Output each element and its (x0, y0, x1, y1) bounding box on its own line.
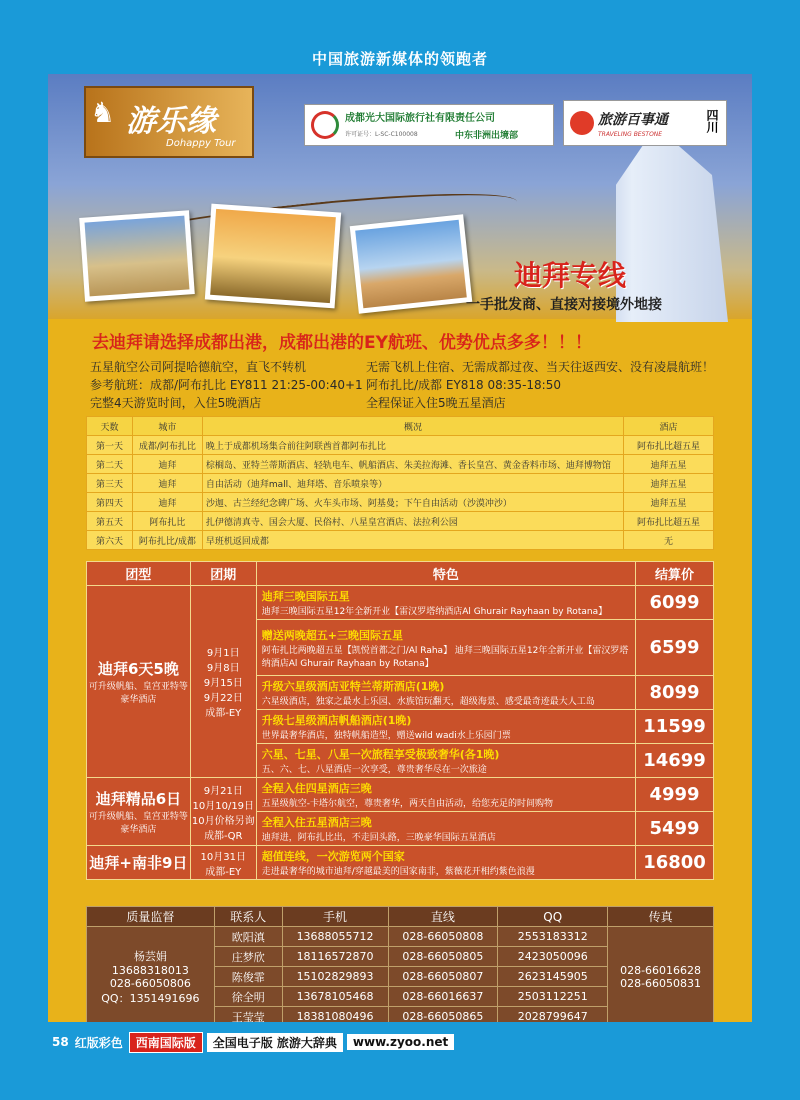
feature-cell (256, 778, 635, 812)
feature-title: 全程入住五星酒店三晚 (261, 816, 372, 829)
contact-header: 传真 (608, 907, 714, 927)
photo-pyramids (350, 214, 473, 313)
itinerary-header: 酒店 (624, 417, 714, 436)
pricing-table (86, 561, 714, 880)
contact-cell: 15102829893 (282, 967, 388, 987)
contact-cell: 2028799647 (498, 1007, 608, 1023)
feature-cell (256, 676, 635, 710)
feature-cell (256, 846, 635, 880)
fax-number: 028-66050831 (620, 976, 702, 990)
itinerary-cell: 阿布扎比/成都 (132, 531, 202, 550)
banner-title: 迪拜专线 (514, 259, 627, 292)
itinerary-table (86, 416, 714, 550)
feature-desc: 五、六、七、八星酒店一次享受，尊贵奢华尽在一次旅途 (261, 765, 487, 775)
feature-desc: 走进最奢华的城市迪拜/穿越最美的国家南非，紫薇花开相约紫色浪漫 (261, 867, 535, 877)
contact-cell: 庄梦欣 (214, 947, 282, 967)
itinerary-header: 城市 (132, 417, 202, 436)
price-value: 6599 (636, 620, 714, 676)
tour-date: 10月31日 (200, 851, 246, 863)
price-value: 4999 (636, 778, 714, 812)
agency-dept: 中东非洲出境部 (455, 131, 519, 141)
info-right-2: 阿布扎比/成都 EY818 08:35-18:50 (366, 378, 561, 392)
contact-cell: 13678105468 (282, 987, 388, 1007)
feature-desc: 阿布扎比两晚超五星【凯悦首都之门/Al Raha】 迪拜三晚国际五星12年全新开业【雷汉罗塔纳酒店Al Ghurair Rayhaan by Rotana】 (261, 645, 629, 669)
supervisor-line: 杨芸娟 (133, 949, 167, 963)
itinerary-cell: 无 (624, 531, 714, 550)
contact-cell: 2623145905 (498, 967, 608, 987)
itinerary-cell: 阿布扎比超五星 (624, 436, 714, 455)
itinerary-cell: 迪拜五星 (624, 474, 714, 493)
itinerary-cell: 第一天 (87, 436, 133, 455)
pricing-header: 特色 (256, 562, 635, 586)
contact-cell: 王莹莹 (214, 1007, 282, 1023)
tour-date: 9月22日 (203, 693, 243, 704)
partner-face-icon (570, 111, 594, 135)
dates-cell (190, 586, 256, 778)
advert-card (48, 74, 752, 1022)
itinerary-cell: 迪拜五星 (624, 455, 714, 474)
color-label: 红版彩色 (74, 1035, 123, 1050)
group-name: 迪拜+南非9日 (89, 854, 188, 872)
tour-date: 成都-EY (205, 708, 242, 719)
itinerary-cell: 第三天 (87, 474, 133, 493)
contact-cell: 028-66050807 (388, 967, 498, 987)
itinerary-cell: 迪拜五星 (624, 493, 714, 512)
group-name: 迪拜6天5晚 (97, 660, 179, 678)
itinerary-cell: 第四天 (87, 493, 133, 512)
itinerary-cell: 第六天 (87, 531, 133, 550)
contact-cell: 028-66050805 (388, 947, 498, 967)
footer (52, 1032, 454, 1052)
feature-title: 六星、七星、八星一次旅程享受极致奢华(各1晚) (261, 748, 500, 761)
feature-title: 迪拜三晚国际五星 (261, 590, 350, 603)
feature-desc: 迪拜三晚国际五星12年全新开业【雷汉罗塔纳酒店Al Ghurair Rayhaan by Rotana】 (261, 607, 608, 617)
itinerary-row (87, 455, 714, 474)
photo-ruins (79, 210, 195, 301)
itinerary-cell: 第五天 (87, 512, 133, 531)
fax-number: 028-66016628 (620, 963, 702, 977)
itinerary-cell: 晚上于成都机场集合前往阿联酋首都阿布扎比 (202, 436, 623, 455)
supervisor-cell (87, 927, 215, 1023)
info-left-3: 完整4天游览时间，入住5晚酒店 (90, 396, 262, 410)
contact-cell: 028-66016637 (388, 987, 498, 1007)
agency-swirl-icon (311, 111, 339, 139)
contact-cell: 2503112251 (498, 987, 608, 1007)
itinerary-header: 概况 (202, 417, 623, 436)
itinerary-cell: 阿布扎比 (132, 512, 202, 531)
feature-desc: 五星级航空-卡塔尔航空，尊贵奢华，两天自由活动，给您充足的时间购物 (261, 799, 553, 809)
partner-name: 旅游百事通 (598, 112, 668, 128)
fax-cell (608, 927, 714, 1023)
horse-icon: ♞ (90, 96, 116, 129)
info-left-1: 五星航空公司阿提哈德航空，直飞不转机 (90, 360, 307, 374)
tour-date: 9月15日 (203, 678, 243, 689)
contact-header: QQ (498, 907, 608, 927)
feature-cell (256, 812, 635, 846)
contact-cell: 欧阳滇 (214, 927, 282, 947)
photo-elephant (205, 204, 341, 309)
itinerary-row (87, 474, 714, 493)
tour-date: 10月10/19日 (192, 800, 255, 812)
contact-cell: 2553183312 (498, 927, 608, 947)
price-value: 14699 (636, 744, 714, 778)
banner-subtitle: 一手批发商、直接对接境外地接 (466, 297, 662, 313)
group-note: 可升级帆船、皇宫亚特等豪华酒店 (88, 682, 188, 705)
page-number: 58 (52, 1035, 69, 1049)
top-slogan: 中国旅游新媒体的领跑者 (311, 50, 488, 68)
supervisor-line: QQ：1351491696 (101, 991, 200, 1005)
tour-date: 成都-EY (205, 866, 242, 878)
headline: 去迪拜请选择成都出港，成都出港的EY航班、优势优点多多！！！ (92, 333, 592, 353)
contact-header: 质量监督 (87, 907, 215, 927)
feature-desc: 世界最奢华酒店，独特帆船造型，赠送wild wadi水上乐园门票 (261, 731, 511, 741)
feature-cell (256, 620, 635, 676)
price-value: 8099 (636, 676, 714, 710)
edition-badge: 西南国际版 (129, 1032, 203, 1053)
itinerary-cell: 迪拜 (132, 474, 202, 493)
agency-license: 许可证号：L-SC-C100008 (345, 131, 418, 138)
footer-slogan: 全国电子版 旅游大辞典 (207, 1033, 343, 1052)
logo-sub-text: Dohappy Tour (166, 138, 236, 149)
contact-cell: 2423050096 (498, 947, 608, 967)
feature-cell (256, 586, 635, 620)
itinerary-cell: 阿布扎比超五星 (624, 512, 714, 531)
info-right-3: 全程保证入住5晚五星酒店 (366, 396, 506, 410)
group-name: 迪拜精品6日 (95, 790, 182, 808)
itinerary-cell: 棕榈岛、亚特兰蒂斯酒店、轻轨电车、帆船酒店、朱美拉海滩、香长皇宫、黄金香料市场、迪拜博物馆 (202, 455, 623, 474)
agency-name: 成都光大国际旅行社有限责任公司 (345, 113, 495, 124)
footer-url[interactable]: www.zyoo.net (347, 1034, 454, 1050)
feature-cell (256, 744, 635, 778)
feature-title: 升级六星级酒店亚特兰蒂斯酒店(1晚) (261, 680, 445, 693)
group-cell (87, 778, 191, 846)
info-right-1: 无需飞机上住宿、无需成都过夜、当天往返西安、没有凌晨航班！ (366, 360, 715, 374)
contact-header: 联系人 (214, 907, 282, 927)
feature-desc: 迪拜进，阿布扎比出，不走回头路，三晚豪华国际五星酒店 (261, 833, 496, 843)
group-cell (87, 846, 191, 880)
pricing-row (87, 846, 714, 880)
itinerary-cell: 早班机返回成都 (202, 531, 623, 550)
dates-cell (190, 778, 256, 846)
tour-date: 9月21日 (203, 785, 243, 797)
pricing-header: 团期 (190, 562, 256, 586)
supervisor-line: 13688318013 (111, 963, 189, 977)
itinerary-header: 天数 (87, 417, 133, 436)
itinerary-row (87, 531, 714, 550)
contact-header: 手机 (282, 907, 388, 927)
partner-tag: 四川 (705, 109, 719, 133)
feature-title: 全程入住四星酒店三晚 (261, 782, 372, 795)
contact-cell: 13688055712 (282, 927, 388, 947)
itinerary-row (87, 493, 714, 512)
dates-cell (190, 846, 256, 880)
pricing-header: 团型 (87, 562, 191, 586)
group-cell (87, 586, 191, 778)
pricing-row (87, 778, 714, 812)
itinerary-cell: 第二天 (87, 455, 133, 474)
itinerary-cell: 迪拜 (132, 455, 202, 474)
itinerary-cell: 自由活动（迪拜mall、迪拜塔、音乐喷泉等） (202, 474, 623, 493)
partner-logo (563, 100, 727, 146)
contact-cell: 18381080496 (282, 1007, 388, 1023)
contact-header: 直线 (388, 907, 498, 927)
pricing-row (87, 586, 714, 620)
contact-cell: 028-66050865 (388, 1007, 498, 1023)
contact-cell: 陈俊霏 (214, 967, 282, 987)
contact-table (86, 906, 714, 1022)
contact-cell: 徐全明 (214, 987, 282, 1007)
feature-desc: 六星级酒店，独家之最水上乐园、水族馆玩翻天，超级海景、感受最奇迹最大人工岛 (261, 697, 595, 707)
itinerary-row (87, 512, 714, 531)
logo-main-text: 游乐缘 (126, 104, 216, 139)
price-value: 11599 (636, 710, 714, 744)
feature-title: 超值连线，一次游览两个国家 (261, 850, 405, 863)
contact-cell: 18116572870 (282, 947, 388, 967)
itinerary-cell: 成都/阿布扎比 (132, 436, 202, 455)
dohappy-logo (84, 86, 254, 158)
itinerary-cell: 扎伊德清真寺、国会大厦、民俗村、八星皇宫酒店、法拉利公园 (202, 512, 623, 531)
price-value: 5499 (636, 812, 714, 846)
info-left-2: 参考航班：成都/阿布扎比 EY811 21:25-00:40+1 (90, 378, 363, 392)
itinerary-cell: 迪拜 (132, 493, 202, 512)
tour-date: 10月价格另询 (191, 815, 255, 827)
partner-en: TRAVELING BESTONE (598, 131, 663, 138)
feature-cell (256, 710, 635, 744)
contact-row (87, 927, 714, 947)
itinerary-row (87, 436, 714, 455)
supervisor-line: 028-66050806 (109, 976, 191, 990)
contact-cell: 028-66050808 (388, 927, 498, 947)
feature-title: 升级七星级酒店帆船酒店(1晚) (261, 714, 412, 727)
itinerary-cell: 沙迦、古兰经纪念碑广场、火车头市场、阿基曼；下午自由活动（沙漠冲沙） (202, 493, 623, 512)
price-value: 16800 (636, 846, 714, 880)
price-value: 6099 (636, 586, 714, 620)
group-note: 可升级帆船、皇宫亚特等豪华酒店 (88, 812, 188, 835)
banner (48, 74, 752, 319)
feature-title: 赠送两晚超五+三晚国际五星 (261, 628, 403, 642)
tour-date: 9月8日 (206, 663, 240, 674)
agency-logo (304, 104, 554, 146)
pricing-header: 结算价 (636, 562, 714, 586)
tour-date: 9月1日 (206, 648, 240, 659)
tour-date: 成都-QR (204, 830, 243, 842)
